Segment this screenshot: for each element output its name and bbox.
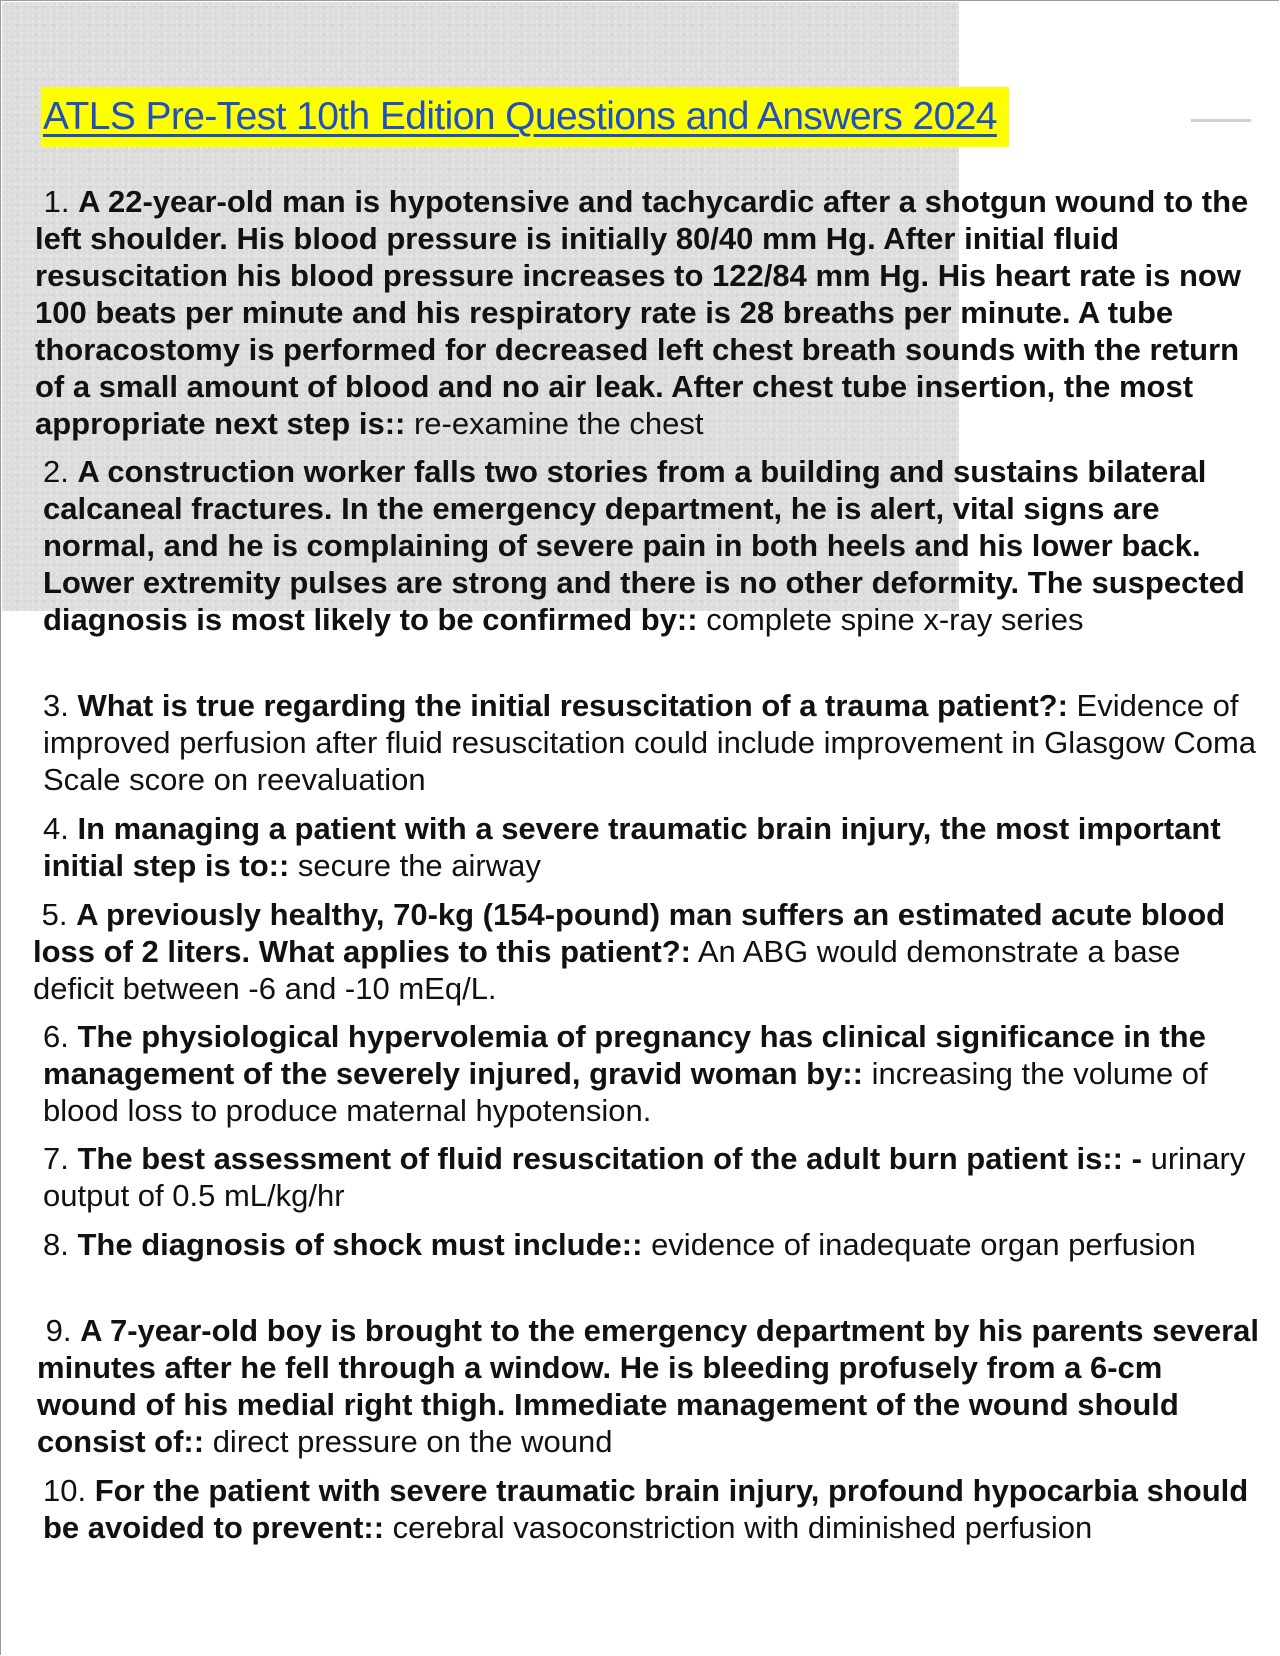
question-8	[43, 1226, 1263, 1263]
question-5	[33, 896, 1265, 1007]
question-number: 5.	[41, 897, 68, 932]
question-number: 1.	[43, 184, 70, 219]
question-9	[37, 1312, 1265, 1460]
question-number: 6.	[43, 1019, 69, 1054]
question-stem: A 7-year-old boy is brought to the emergency department by his parents several minutes after he fell through a window. He is bleeding profusely from a 6-cm wound of his medial right thigh. Immediate management of the wound should consist of::	[37, 1313, 1259, 1459]
question-answer: evidence of inadequate organ perfusion	[651, 1227, 1196, 1262]
question-answer: direct pressure on the wound	[212, 1424, 613, 1459]
question-stem: The best assessment of fluid resuscitation of the adult burn patient is:: -	[77, 1141, 1142, 1176]
question-answer: Evidence of improved perfusion after fluid resuscitation could include improvement in Glasgow Coma Scale score on reevaluation	[43, 688, 1257, 797]
document-title: ATLS Pre-Test 10th Edition Questions and Answers 2024	[41, 87, 1009, 147]
question-answer: An ABG would demonstrate a base deficit between -6 and -10 mEq/L.	[33, 934, 1181, 1006]
question-number: 3.	[43, 688, 69, 723]
question-number: 7.	[43, 1141, 69, 1176]
question-answer: increasing the volume of blood loss to produce maternal hypotension.	[43, 1056, 1208, 1128]
question-3	[43, 687, 1263, 798]
question-stem: A construction worker falls two stories from a building and sustains bilateral calcaneal fractures. In the emergency department, he is alert, vital signs are normal, and he is complaining of severe pain in both heels and his lower back. Lower extremity pulses are strong and there is no other deformity. The suspected diagnosis is most likely to be confirmed by::	[43, 454, 1245, 637]
question-stem: For the patient with severe traumatic brain injury, profound hypocarbia should be avoided to prevent::	[43, 1473, 1249, 1545]
question-stem: A 22-year-old man is hypotensive and tachycardic after a shotgun wound to the left shoulder. His blood pressure is initially 80/40 mm Hg. After initial fluid resuscitation his blood pressure increases to 122/84 mm Hg. His heart rate is now 100 beats per minute and his respiratory rate is 28 breaths per minute. A tube thoracostomy is performed for decreased left chest breath sounds with the return of a small amount of blood and no air leak. After chest tube insertion, the most appropriate next step is::	[35, 184, 1249, 441]
question-answer: complete spine x-ray series	[706, 602, 1084, 637]
question-number: 8.	[43, 1227, 69, 1262]
question-6	[43, 1018, 1263, 1129]
question-number: 4.	[43, 811, 69, 846]
question-number: 2.	[43, 454, 69, 489]
title-rule	[1191, 119, 1251, 122]
question-stem: What is true regarding the initial resuscitation of a trauma patient?:	[77, 688, 1068, 723]
question-number: 10.	[43, 1473, 87, 1508]
question-7	[43, 1140, 1263, 1214]
question-answer: re-examine the chest	[413, 406, 704, 441]
question-1	[35, 183, 1265, 442]
question-answer: cerebral vasoconstriction with diminished perfusion	[392, 1510, 1093, 1545]
question-number: 9.	[45, 1313, 72, 1348]
question-stem: In managing a patient with a severe traumatic brain injury, the most important initial step is to::	[43, 811, 1221, 883]
question-stem: The physiological hypervolemia of pregnancy has clinical significance in the management of the severely injured, gravid woman by::	[43, 1019, 1206, 1091]
question-stem: A previously healthy, 70-kg (154-pound) man suffers an estimated acute blood loss of 2 liters. What applies to this patient?:	[33, 897, 1226, 969]
question-2	[43, 453, 1263, 638]
question-answer: secure the airway	[297, 848, 541, 883]
question-answer: urinary output of 0.5 mL/kg/hr	[43, 1141, 1246, 1213]
question-10	[43, 1472, 1263, 1546]
question-4	[43, 810, 1263, 884]
question-stem: The diagnosis of shock must include::	[77, 1227, 643, 1262]
